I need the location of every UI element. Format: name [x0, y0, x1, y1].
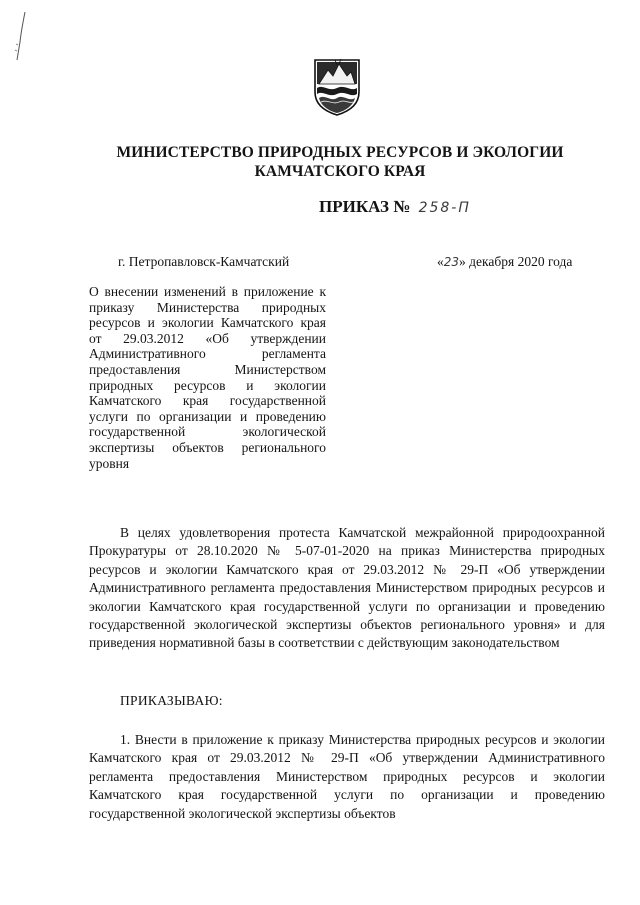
- date-day-handwritten: 23: [443, 255, 460, 269]
- order-subject: О внесении изменений в приложение к приказу Министерства природных ресурсов и экологии Камчатского края от 29.03.2012 «Об утверждении Административного регламента предоставления Министерством природных ресурсов и экологии Камчатского края государственной услуги по организации и проведению государственной экологической экспертизы объектов регионального уровня: [89, 284, 326, 471]
- issue-date: [437, 253, 572, 271]
- order-title: [319, 196, 471, 219]
- item-1-paragraph: 1. Внести в приложение к приказу Министерства природных ресурсов и экологии Камчатского края от 29.03.2012 № 29-П «Об утверждении Административного регламента предоставления Министерством природных ресурсов и экологии Камчатского края государственной услуги по организации и проведению государственной экологической экспертизы объектов: [89, 732, 605, 821]
- date-open-quote: «: [437, 254, 444, 269]
- ministry-name-line2: КАМЧАТСКОГО КРАЯ: [254, 163, 426, 180]
- ministry-heading: [110, 143, 570, 181]
- command-word: ПРИКАЗЫВАЮ:: [120, 693, 223, 708]
- preamble-paragraph: В целях удовлетворения протеста Камчатской межрайонной природоохранной Прокуратуры от 28.10.2020 № 5-07-01-2020 на приказ Министерства природных ресурсов и экологии Камчатского края от 29.03.2012 № 29-П «Об утверждении Административного регламента предоставления Министерством природных ресурсов и экологии Камчатского края государственной услуги по организации и проведению государственной экологической экспертизы объектов регионального уровня» и для приведения нормативной базы в соответствии с действующим законодательством: [89, 525, 605, 651]
- date-month-year: » декабря 2020 года: [459, 254, 573, 269]
- order-title-label: ПРИКАЗ №: [319, 197, 411, 216]
- issue-place: г. Петропавловск-Камчатский: [118, 254, 290, 269]
- order-number-handwritten: 258-П: [418, 200, 471, 216]
- ministry-name-line1: МИНИСТЕРСТВО ПРИРОДНЫХ РЕСУРСОВ И ЭКОЛОГИИ: [116, 144, 564, 161]
- handwritten-margin-mark: [8, 10, 30, 62]
- kamchatka-coat-of-arms-icon: [313, 58, 361, 116]
